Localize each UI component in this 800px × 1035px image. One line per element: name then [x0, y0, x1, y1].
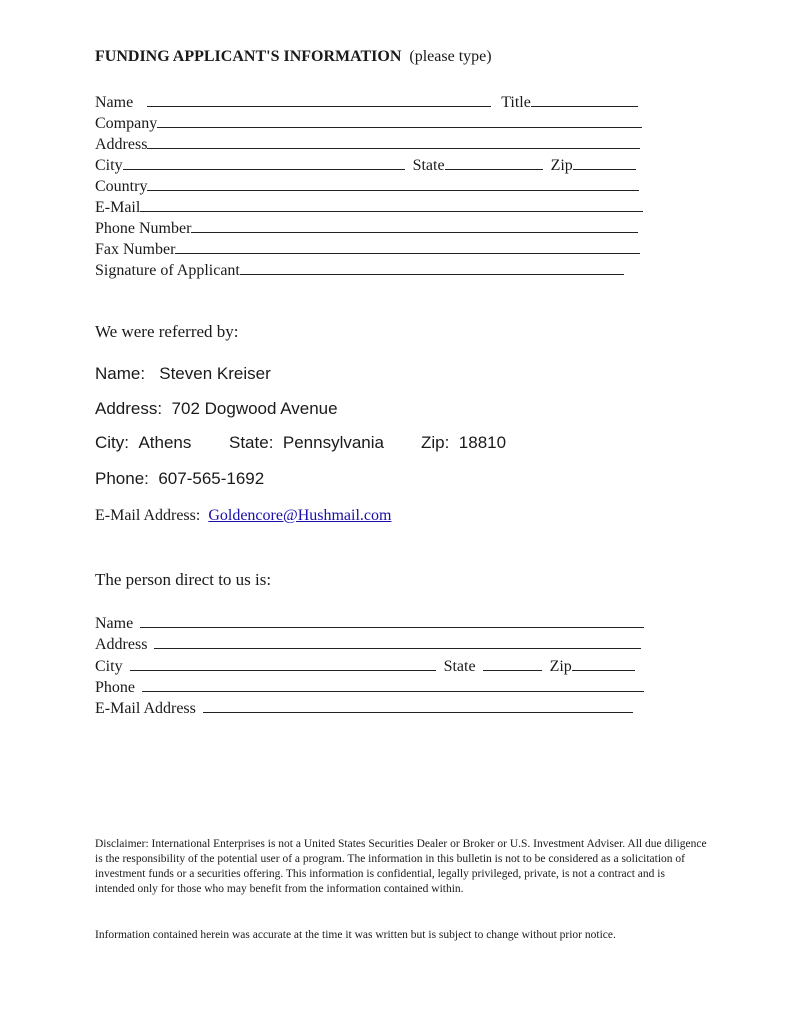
direct-email-label: E-Mail Address [95, 700, 196, 717]
applicant-email-field[interactable] [140, 196, 643, 212]
applicant-country-field[interactable] [147, 175, 639, 191]
applicant-country-row [95, 175, 639, 197]
applicant-address-row [95, 133, 640, 155]
direct-person-intro: The person direct to us is: [95, 570, 272, 589]
applicant-signature-field[interactable] [240, 259, 624, 275]
direct-email-row [95, 697, 633, 719]
direct-city-row [95, 655, 635, 677]
applicant-phone-row [95, 217, 638, 239]
referral-address-row [95, 399, 338, 419]
applicant-state-label: State [412, 157, 445, 174]
referral-phone-value: 607-565-1692 [158, 469, 265, 488]
referral-city-label: City: [95, 433, 129, 452]
direct-name-row [95, 612, 644, 634]
applicant-title-field[interactable] [531, 91, 638, 107]
applicant-zip-label: Zip [550, 157, 573, 174]
applicant-address-field[interactable] [147, 133, 640, 149]
direct-state-field[interactable] [483, 655, 542, 671]
direct-phone-field[interactable] [142, 676, 644, 692]
referral-name-row [95, 364, 271, 384]
direct-zip-label: Zip [549, 658, 572, 675]
direct-address-field[interactable] [154, 633, 641, 649]
applicant-name-label: Name [95, 94, 134, 111]
applicant-fax-label: Fax Number [95, 241, 176, 258]
direct-phone-row [95, 676, 644, 698]
applicant-address-label: Address [95, 136, 148, 153]
applicant-phone-label: Phone Number [95, 220, 192, 237]
referral-zip-label: Zip: [421, 433, 450, 452]
referral-address-label: Address: [95, 399, 163, 418]
applicant-name-row [95, 91, 638, 113]
applicant-email-label: E-Mail [95, 199, 141, 216]
form-title: FUNDING APPLICANT'S INFORMATION [95, 48, 402, 65]
applicant-name-field[interactable] [147, 91, 491, 107]
referral-zip-value: 18810 [458, 433, 507, 452]
referral-phone-row [95, 469, 264, 489]
referral-email-link[interactable]: Goldencore@Hushmail.com [208, 507, 392, 524]
applicant-signature-label: Signature of Applicant [95, 262, 240, 279]
applicant-email-row [95, 196, 643, 218]
form-heading [95, 48, 492, 66]
applicant-company-field[interactable] [157, 112, 642, 128]
direct-email-field[interactable] [203, 697, 633, 713]
applicant-city-field[interactable] [123, 154, 405, 170]
applicant-city-row [95, 154, 636, 176]
applicant-title-label: Title [501, 94, 531, 111]
referral-state-row [229, 433, 384, 453]
direct-zip-field[interactable] [572, 655, 635, 671]
referral-name-value: Steven Kreiser [159, 364, 271, 383]
form-note: (please type) [409, 48, 492, 65]
referral-intro: We were referred by: [95, 322, 239, 341]
applicant-zip-field[interactable] [573, 154, 636, 170]
info-note: Information contained herein was accurate at the time it was written but is subject to change without prior notice. [95, 929, 616, 941]
referral-address-value: 702 Dogwood Avenue [171, 399, 338, 418]
referral-city-value: Athens [138, 433, 192, 452]
referral-state-value: Pennsylvania [282, 433, 384, 452]
applicant-city-label: City [95, 157, 123, 174]
applicant-country-label: Country [95, 178, 148, 195]
direct-city-field[interactable] [130, 655, 436, 671]
applicant-company-row [95, 112, 642, 134]
direct-city-label: City [95, 658, 123, 675]
direct-phone-label: Phone [95, 679, 135, 696]
direct-name-label: Name [95, 615, 134, 632]
referral-state-label: State: [229, 433, 274, 452]
referral-email-label: E-Mail Address: [95, 507, 201, 524]
referral-city-row [95, 433, 191, 453]
referral-email-row [95, 507, 391, 525]
referral-zip-row [421, 433, 506, 453]
direct-address-label: Address [95, 636, 148, 653]
referral-name-label: Name: [95, 364, 146, 383]
disclaimer-text: Disclaimer: International Enterprises is not a United States Securities Dealer or Broker or U.S. Investment Adviser. All due diligence is the responsibility of the potential user of a program. The information in this bulletin is not to be considered as a solicitation of investment funds or a securities offering. This information is confidential, legally privileged, private, is not a contract and is intended only for those who may benefit from the information contained within. [95, 838, 707, 895]
direct-state-label: State [443, 658, 476, 675]
applicant-signature-row [95, 259, 624, 281]
applicant-state-field[interactable] [445, 154, 543, 170]
direct-address-row [95, 633, 641, 655]
applicant-fax-row [95, 238, 640, 260]
applicant-company-label: Company [95, 115, 158, 132]
direct-name-field[interactable] [140, 612, 644, 628]
applicant-fax-field[interactable] [175, 238, 640, 254]
referral-phone-label: Phone: [95, 469, 149, 488]
applicant-phone-field[interactable] [191, 217, 638, 233]
